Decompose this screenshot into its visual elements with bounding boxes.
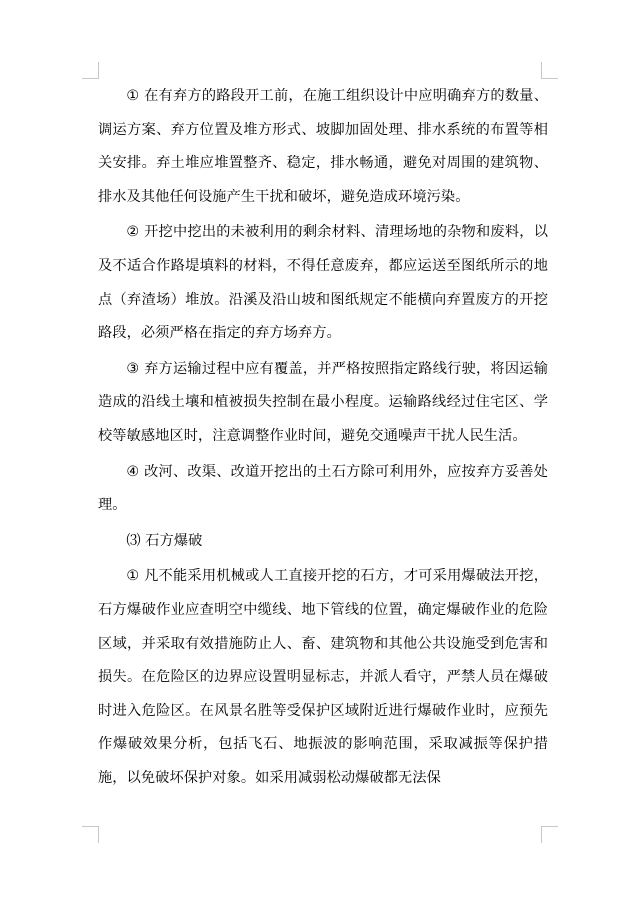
paragraph-spoil-planning: ① 在有弃方的路段开工前，在施工组织设计中应明确弃方的数量、调运方案、弃方位置及堆方形式、坡脚加固处理、排水系统的布置等相关安排。弃土堆应堆置整齐、稳定，排水畅通，避免对周围的建筑物、排水及其他任何设施产生干扰和破坏，避免造成环境污染。 [98,88,548,205]
section-heading-rock-blasting: ⑶ 石方爆破 [126,532,203,549]
page-corner-mark-bottom-right [541,826,558,843]
page-corner-mark-top-right [541,62,558,79]
page-corner-mark-top-left [82,62,99,79]
page-corner-mark-bottom-left [82,826,99,843]
document-body [98,80,548,797]
paragraph-excavated-waste: ② 开挖中挖出的未被利用的剩余材料、清理场地的杂物和废料，以及不适合作路堤填料的材料，不得任意废弃，都应运送至图纸所示的地点（弃渣场）堆放。沿溪及沿山坡和图纸规定不能横向弃置废方的开挖路段，必须严格在指定的弃方场弃方。 [98,224,548,342]
paragraph-spoil-transport: ③ 弃方运输过程中应有覆盖，并严格按照指定路线行驶，将因运输造成的沿线土壤和植被损失控制在最小程度。运输路线经过住宅区、学校等敏感地区时，注意调整作业时间，避免交通噪声干扰人民生活。 [98,360,548,444]
paragraph-blasting-rules: ① 凡不能采用机械或人工直接开挖的石方，才可采用爆破法开挖，石方爆破作业应查明空中缆线、地下管线的位置，确定爆破作业的危险区域，并采取有效措施防止人、畜、建筑物和其他公共设施受到危害和损失。在危险区的边界应设置明显标志，并派人看守，严禁人员在爆破时进入危险区。在风景名胜等受保护区域附近进行爆破作业时，应预先作爆破效果分析，包括飞石、地振波的影响范围，采取减振等保护措施，以免破坏保护对象。如采用减弱松动爆破都无法保 [98,568,548,786]
paragraph-river-diversion: ④ 改河、改渠、改道开挖出的土石方除可利用外，应按弃方妥善处理。 [98,463,548,514]
